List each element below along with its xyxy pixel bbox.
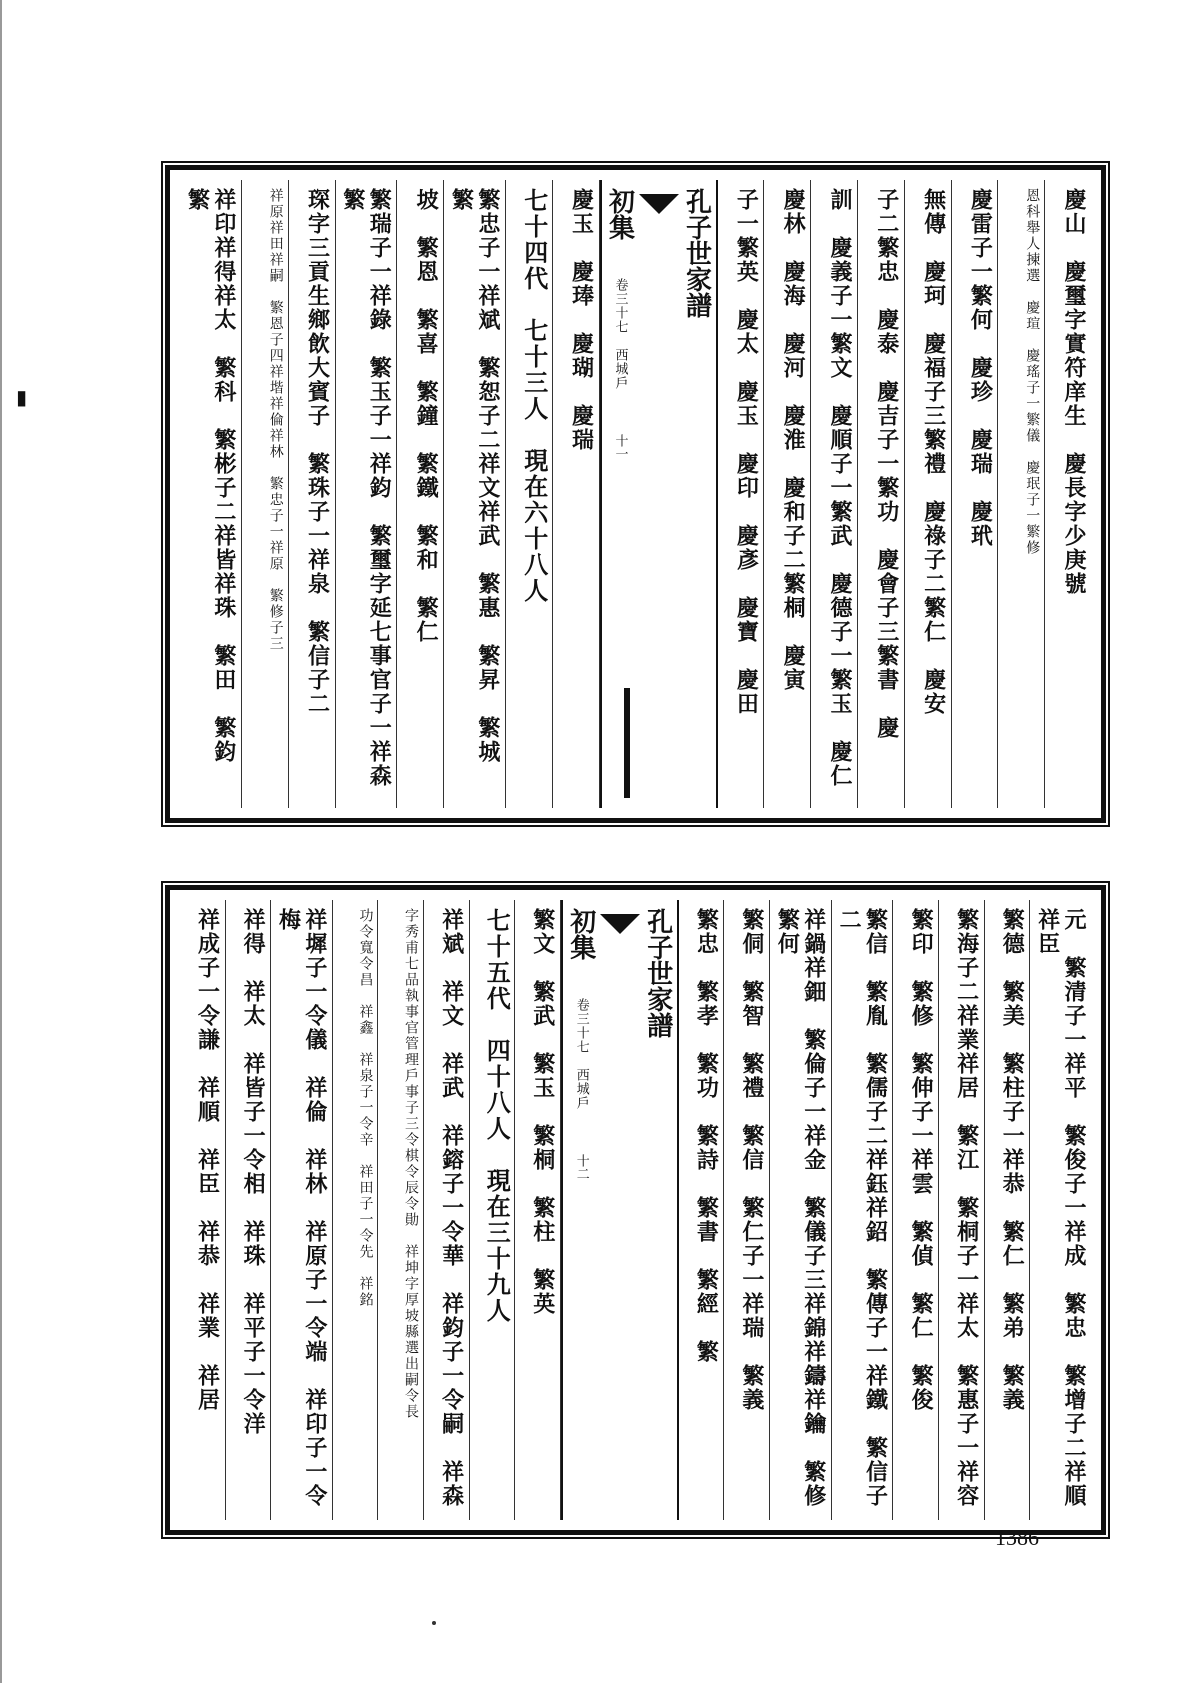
text-column: 慶玉 慶琫 慶瑚 慶瑞	[553, 180, 600, 808]
text-column: 繁忠 繁孝 繁功 繁詩 繁書 繁經 繁	[679, 900, 725, 1520]
book-title: 孔子世家譜	[681, 188, 712, 318]
leaf-number: 十二	[573, 1154, 589, 1180]
text-column: 祥成子一令謙 祥順 祥臣 祥恭 祥業 祥居	[180, 900, 226, 1520]
text-column: 祥印祥得祥太 繁科 繁彬子二祥皆祥珠 繁田 繁鈞 繁	[180, 180, 242, 808]
center-title-column	[561, 900, 679, 1520]
genealogy-panel-top	[165, 165, 1106, 823]
text-column: 功令寬令昌 祥鑫 祥泉子一令辛 祥田子一令先 祥銘	[333, 900, 379, 1520]
volume-label: 初集	[565, 908, 596, 960]
text-column: 祥鍋祥鈿 繁倫子一祥金 繁儀子三祥錦祥鑄祥鑰 繁修 繁何	[770, 900, 832, 1520]
fishtail-mark	[600, 914, 640, 934]
text-column: 琛字三貢生鄉飲大賓子 繁珠子一祥泉 繁信子二	[289, 180, 336, 808]
text-column: 繁侗 繁智 繁禮 繁信 繁仁子一祥瑞 繁義	[724, 900, 770, 1520]
generation-heading: 七十五代 四十八人 現在三十九人	[470, 900, 516, 1520]
text-column: 無傳 慶珂 慶福子三繁禮 慶祿子二繁仁 慶安	[905, 180, 952, 808]
center-bar	[624, 688, 630, 798]
text-column: 繁瑞子一祥錄 繁玉子一祥鈞 繁璽字延七事官子一祥森 繁	[336, 180, 398, 808]
genealogy-panel-bottom	[165, 885, 1106, 1535]
page-edge	[0, 0, 2, 1683]
text-column: 繁印 繁修 繁伸子一祥雲 繁偵 繁仁 繁俊	[893, 900, 939, 1520]
text-column: 坡 繁恩 繁喜 繁鐘 繁鐵 繁和 繁仁	[397, 180, 444, 808]
page-number: 1386	[995, 1525, 1039, 1550]
chapter-label: 卷三十七 西城戶	[573, 998, 589, 1110]
leaf-number: 十一	[612, 434, 628, 460]
text-column: 慶山 慶璽字實符庠生 慶長字少庚號	[1061, 188, 1087, 596]
center-title-column	[600, 180, 718, 808]
generation-heading: 七十四代 七十三人 現在六十八人	[506, 180, 553, 808]
chapter-label: 卷三十七 西城戶	[612, 278, 628, 390]
text-column: 訓 慶義子一繁文 慶順子一繁武 慶德子一繁玉 慶仁	[811, 180, 858, 808]
speck	[432, 1621, 436, 1625]
text-column: 恩科舉人揀選 慶瑄 慶瑤子一繁儀 慶珉子一繁修	[998, 180, 1045, 808]
text-column: 字秀甫七品執事官管理戶事子三令棋令辰令勛 祥坤字厚坡縣選出嗣令長	[378, 900, 424, 1520]
text-column: 祥得 祥太 祥皆子一令相 祥珠 祥平子一令洋	[226, 900, 272, 1520]
text-column: 祥原祥田祥嗣 繁恩子四祥堦祥倫祥林 繁忠子一祥原 繁修子三	[242, 180, 289, 808]
text-column: 繁德 繁美 繁柱子一祥恭 繁仁 繁弟 繁義	[985, 900, 1031, 1520]
text-column: 子一繁英 慶太 慶玉 慶印 慶彥 慶寶 慶田	[718, 180, 765, 808]
text-column: 祥墀子一令儀 祥倫 祥林 祥原子一令端 祥印子一令梅	[271, 900, 333, 1520]
margin-mark: ▮	[16, 385, 28, 409]
volume-label: 初集	[604, 188, 635, 240]
fishtail-mark	[639, 194, 679, 214]
text-column: 慶林 慶海 慶河 慶淮 慶和子二繁桐 慶寅	[764, 180, 811, 808]
text-column: 繁海子二祥業祥居 繁江 繁桐子一祥太 繁惠子一祥容	[939, 900, 985, 1520]
text-column: 祥斌 祥文 祥武 祥鎔子一令華 祥鈞子一令嗣 祥森	[424, 900, 470, 1520]
text-column: 子二繁忠 慶泰 慶吉子一繁功 慶會子三繁書 慶	[858, 180, 905, 808]
book-title: 孔子世家譜	[642, 908, 673, 1038]
text-column: 繁信 繁胤 繁儒子二祥鈺祥鉊 繁傳子一祥鐵 繁信子二	[832, 900, 894, 1520]
text-column: 繁文 繁武 繁玉 繁桐 繁柱 繁英	[515, 900, 561, 1520]
text-column: 慶雷子一繁何 慶珍 慶瑞 慶玳	[952, 180, 999, 808]
text-column: 元 繁清子一祥平 繁俊子一祥成 繁忠 繁增子二祥順祥臣	[1034, 908, 1087, 1508]
text-column: 繁忠子一祥斌 繁恕子二祥文祥武 繁惠 繁昇 繁城 繁	[444, 180, 506, 808]
